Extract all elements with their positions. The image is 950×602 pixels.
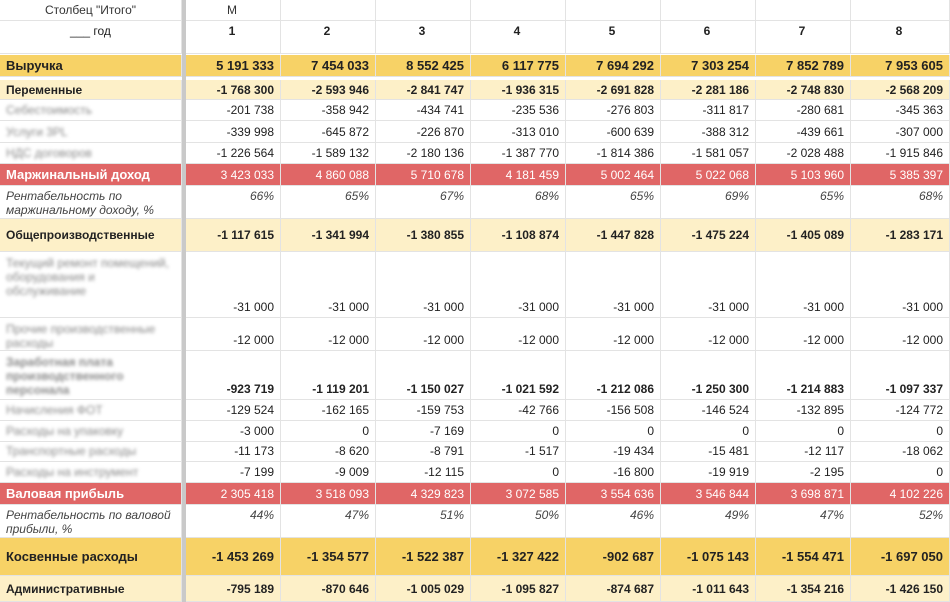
frozen-column-divider[interactable] [182,0,186,602]
table-row-margin [0,164,950,186]
value-cell[interactable]: -1 936 315 [471,80,566,100]
total-column-value[interactable]: М [186,0,281,21]
value-cell[interactable]: -1 768 300 [186,80,281,100]
row-label-revenue[interactable]: Выручка [0,55,182,77]
value-cell[interactable]: 65% [281,186,376,219]
value-cell[interactable]: 3 518 093 [281,483,376,505]
value-cell[interactable]: -1 447 828 [566,219,661,252]
value-cell[interactable]: -159 753 [376,400,471,421]
value-cell[interactable]: -1 387 770 [471,143,566,164]
value-cell[interactable]: -1 697 050 [851,538,950,576]
value-cell[interactable]: -1 150 027 [376,351,471,400]
row-label-oh-7[interactable] [0,462,182,483]
value-cell[interactable]: -235 536 [471,100,566,121]
value-cell[interactable]: -1 212 086 [566,351,661,400]
table-row-var-3 [0,143,950,164]
row-label-oh-2[interactable] [0,318,182,351]
value-cell[interactable]: -1 426 150 [851,576,950,602]
value-cell[interactable]: 7 454 033 [281,55,376,77]
value-cell[interactable]: -12 000 [376,318,471,351]
value-cell[interactable]: 68% [851,186,950,219]
value-cell[interactable]: 49% [661,505,756,538]
value-cell[interactable]: 5 103 960 [756,164,851,186]
value-cell[interactable]: -11 173 [186,442,281,462]
value-cell[interactable]: -1 095 827 [471,576,566,602]
table-row-oh-6 [0,442,950,462]
table-row-oh-1 [0,252,950,318]
row-label-margin-pct[interactable]: Рентабельность по маржинальному доходу, % [0,186,182,219]
value-cell[interactable]: -31 000 [281,252,376,318]
table-row-gross [0,483,950,505]
period-7[interactable]: 7 [756,21,851,54]
value-cell[interactable]: 5 385 397 [851,164,950,186]
value-cell[interactable]: -1 327 422 [471,538,566,576]
value-cell[interactable]: -2 195 [756,462,851,483]
value-cell[interactable]: -2 180 136 [376,143,471,164]
table-row-revenue [0,55,950,77]
period-5[interactable]: 5 [566,21,661,54]
value-cell[interactable]: -1 005 029 [376,576,471,602]
table-row-variable [0,80,950,100]
empty-cell[interactable] [756,0,851,21]
value-cell[interactable]: 52% [851,505,950,538]
value-cell[interactable]: -12 000 [281,318,376,351]
value-cell[interactable]: -1 554 471 [756,538,851,576]
value-cell[interactable]: -12 000 [851,318,950,351]
value-cell[interactable]: -923 719 [186,351,281,400]
total-column-label[interactable]: Столбец "Итого" [0,0,182,21]
value-cell[interactable]: -8 791 [376,442,471,462]
value-cell[interactable]: -600 639 [566,121,661,143]
value-cell[interactable]: -12 000 [566,318,661,351]
value-cell[interactable]: 4 329 823 [376,483,471,505]
table-row-oh-4 [0,400,950,421]
value-cell[interactable]: -12 000 [756,318,851,351]
blurred-row-label: Прочие производственные расходы [6,322,156,350]
value-cell[interactable]: -1 354 577 [281,538,376,576]
value-cell[interactable]: -12 117 [756,442,851,462]
period-1[interactable]: 1 [186,21,281,54]
blurred-row-label: Расходы на инструмент [6,465,139,479]
row-label-var-2[interactable] [0,121,182,143]
row-label-admin[interactable]: Административные [0,576,182,602]
value-cell[interactable]: -388 312 [661,121,756,143]
value-cell[interactable]: -280 681 [756,100,851,121]
blurred-row-label: Текущий ремонт помещений, оборудования и обслуживание [6,256,169,298]
value-cell[interactable]: 7 694 292 [566,55,661,77]
value-cell[interactable]: -132 895 [756,400,851,421]
value-cell[interactable]: -31 000 [566,252,661,318]
value-cell[interactable]: -1 021 592 [471,351,566,400]
value-cell[interactable]: 47% [281,505,376,538]
value-cell[interactable]: -1 522 387 [376,538,471,576]
value-cell[interactable]: -1 011 643 [661,576,756,602]
value-cell[interactable]: 5 002 464 [566,164,661,186]
row-label-gross[interactable]: Валовая прибыль [0,483,182,505]
value-cell[interactable]: -1 405 089 [756,219,851,252]
table-row-margin-pct [0,186,950,219]
value-cell[interactable]: -1 380 855 [376,219,471,252]
value-cell[interactable]: -12 000 [186,318,281,351]
blurred-row-label: Транспортные расходы [6,444,137,458]
value-cell[interactable]: 0 [661,421,756,442]
row-label-overhead[interactable]: Общепроизводственные [0,219,182,252]
value-cell[interactable]: 3 423 033 [186,164,281,186]
value-cell[interactable]: 0 [471,462,566,483]
table-row-oh-5 [0,421,950,442]
blurred-row-label: Заработная плата производственного персонала [6,355,124,397]
value-cell[interactable]: 3 698 871 [756,483,851,505]
blurred-row-label: Себестоимость [6,103,93,117]
value-cell[interactable]: -1 214 883 [756,351,851,400]
value-cell[interactable]: -307 000 [851,121,950,143]
value-cell[interactable]: -15 481 [661,442,756,462]
blurred-row-label: Услуги 3PL [6,125,68,139]
value-cell[interactable]: 7 303 254 [661,55,756,77]
value-cell[interactable]: 4 181 459 [471,164,566,186]
value-cell[interactable]: -31 000 [186,252,281,318]
value-cell[interactable]: -2 568 209 [851,80,950,100]
value-cell[interactable]: 50% [471,505,566,538]
value-cell[interactable]: 2 305 418 [186,483,281,505]
value-cell[interactable]: -345 363 [851,100,950,121]
row-label-oh-1[interactable] [0,252,182,318]
value-cell[interactable]: -12 000 [471,318,566,351]
value-cell[interactable]: 6 117 775 [471,55,566,77]
value-cell[interactable]: -1 117 615 [186,219,281,252]
value-cell[interactable]: 44% [186,505,281,538]
row-label-margin[interactable]: Маржинальный доход [0,164,182,186]
value-cell[interactable]: 8 552 425 [376,55,471,77]
value-cell[interactable]: -1 119 201 [281,351,376,400]
value-cell[interactable]: -7 199 [186,462,281,483]
value-cell[interactable]: 46% [566,505,661,538]
value-cell[interactable]: -1 283 171 [851,219,950,252]
value-cell[interactable]: -2 593 946 [281,80,376,100]
blurred-row-label: Расходы на упаковку [6,424,124,438]
value-cell[interactable]: -31 000 [471,252,566,318]
value-cell[interactable]: -2 748 830 [756,80,851,100]
value-cell[interactable]: -870 646 [281,576,376,602]
value-cell[interactable]: -2 281 186 [661,80,756,100]
value-cell[interactable]: 4 860 088 [281,164,376,186]
value-cell[interactable]: -2 028 488 [756,143,851,164]
value-cell[interactable]: 65% [756,186,851,219]
value-cell[interactable]: -18 062 [851,442,950,462]
value-cell[interactable]: -1 581 057 [661,143,756,164]
value-cell[interactable]: 0 [851,421,950,442]
value-cell[interactable]: -795 189 [186,576,281,602]
value-cell[interactable]: -19 434 [566,442,661,462]
header-row-periods [0,21,950,54]
value-cell[interactable]: -2 841 747 [376,80,471,100]
period-8[interactable]: 8 [851,21,950,54]
empty-cell[interactable] [281,0,376,21]
value-cell[interactable]: -146 524 [661,400,756,421]
value-cell[interactable]: -1 097 337 [851,351,950,400]
value-cell[interactable]: 7 953 605 [851,55,950,77]
value-cell[interactable]: -1 517 [471,442,566,462]
table-row-oh-2 [0,318,950,351]
row-label-oh-4[interactable] [0,400,182,421]
table-row-gross-pct [0,505,950,538]
value-cell[interactable]: -874 687 [566,576,661,602]
value-cell[interactable]: 47% [756,505,851,538]
table-row-oh-3 [0,351,950,400]
empty-cell[interactable] [851,0,950,21]
value-cell[interactable]: 0 [471,421,566,442]
value-cell[interactable]: 3 546 844 [661,483,756,505]
value-cell[interactable]: -1 814 386 [566,143,661,164]
value-cell[interactable]: 5 710 678 [376,164,471,186]
value-cell[interactable]: -31 000 [756,252,851,318]
value-cell[interactable]: 51% [376,505,471,538]
value-cell[interactable]: -1 226 564 [186,143,281,164]
period-3[interactable]: 3 [376,21,471,54]
value-cell[interactable]: -31 000 [661,252,756,318]
value-cell[interactable]: -12 115 [376,462,471,483]
value-cell[interactable]: -1 589 132 [281,143,376,164]
value-cell[interactable]: -226 870 [376,121,471,143]
value-cell[interactable]: -358 942 [281,100,376,121]
value-cell[interactable]: -19 919 [661,462,756,483]
value-cell[interactable]: -1 075 143 [661,538,756,576]
row-label-var-1[interactable] [0,100,182,121]
value-cell[interactable]: -313 010 [471,121,566,143]
blurred-row-label: НДС договоров [6,146,92,160]
value-cell[interactable]: -156 508 [566,400,661,421]
row-label-oh-3[interactable] [0,351,182,400]
value-cell[interactable]: -42 766 [471,400,566,421]
value-cell[interactable]: 66% [186,186,281,219]
empty-cell[interactable] [566,0,661,21]
period-4[interactable]: 4 [471,21,566,54]
value-cell[interactable]: -902 687 [566,538,661,576]
value-cell[interactable]: -162 165 [281,400,376,421]
value-cell[interactable]: -8 620 [281,442,376,462]
value-cell[interactable]: 7 852 789 [756,55,851,77]
value-cell[interactable]: -31 000 [851,252,950,318]
value-cell[interactable]: 3 554 636 [566,483,661,505]
table-row-var-1 [0,100,950,121]
value-cell[interactable]: 0 [281,421,376,442]
value-cell[interactable]: -1 915 846 [851,143,950,164]
value-cell[interactable]: -3 000 [186,421,281,442]
empty-cell[interactable] [471,0,566,21]
value-cell[interactable]: 0 [756,421,851,442]
value-cell[interactable]: -124 772 [851,400,950,421]
row-label-gross-pct[interactable]: Рентабельность по валовой прибыли, % [0,505,182,538]
row-label-variable[interactable]: Переменные [0,80,182,100]
period-2[interactable]: 2 [281,21,376,54]
value-cell[interactable]: 0 [851,462,950,483]
value-cell[interactable]: 0 [566,421,661,442]
value-cell[interactable]: -7 169 [376,421,471,442]
blurred-row-label: Начисления ФОТ [6,403,103,417]
value-cell[interactable]: -201 738 [186,100,281,121]
value-cell[interactable]: -1 341 994 [281,219,376,252]
value-cell[interactable]: 3 072 585 [471,483,566,505]
value-cell[interactable]: -1 453 269 [186,538,281,576]
value-cell[interactable]: -16 800 [566,462,661,483]
value-cell[interactable]: -9 009 [281,462,376,483]
value-cell[interactable]: -12 000 [661,318,756,351]
value-cell[interactable]: -129 524 [186,400,281,421]
row-label-oh-6[interactable] [0,442,182,462]
row-label-oh-5[interactable] [0,421,182,442]
value-cell[interactable]: -339 998 [186,121,281,143]
value-cell[interactable]: 68% [471,186,566,219]
table-row-var-2 [0,121,950,143]
value-cell[interactable]: -1 250 300 [661,351,756,400]
table-row-admin [0,576,950,602]
value-cell[interactable]: -276 803 [566,100,661,121]
value-cell[interactable]: 69% [661,186,756,219]
value-cell[interactable]: -645 872 [281,121,376,143]
table-row-oh-7 [0,462,950,483]
value-cell[interactable]: -1 108 874 [471,219,566,252]
value-cell[interactable]: -1 354 216 [756,576,851,602]
empty-cell[interactable] [661,0,756,21]
value-cell[interactable]: -439 661 [756,121,851,143]
table-row-overhead [0,219,950,252]
value-cell[interactable]: -1 475 224 [661,219,756,252]
value-cell[interactable]: 5 191 333 [186,55,281,77]
value-cell[interactable]: -31 000 [376,252,471,318]
value-cell[interactable]: 4 102 226 [851,483,950,505]
value-cell[interactable]: 67% [376,186,471,219]
table-row-indirect [0,538,950,576]
row-label-var-3[interactable] [0,143,182,164]
row-label-indirect[interactable]: Косвенные расходы [0,538,182,576]
period-6[interactable]: 6 [661,21,756,54]
value-cell[interactable]: -434 741 [376,100,471,121]
header-row-total-column [0,0,950,21]
value-cell[interactable]: 65% [566,186,661,219]
value-cell[interactable]: 5 022 068 [661,164,756,186]
empty-cell[interactable] [376,0,471,21]
value-cell[interactable]: -311 817 [661,100,756,121]
value-cell[interactable]: -2 691 828 [566,80,661,100]
year-label[interactable]: ___ год [0,21,182,54]
